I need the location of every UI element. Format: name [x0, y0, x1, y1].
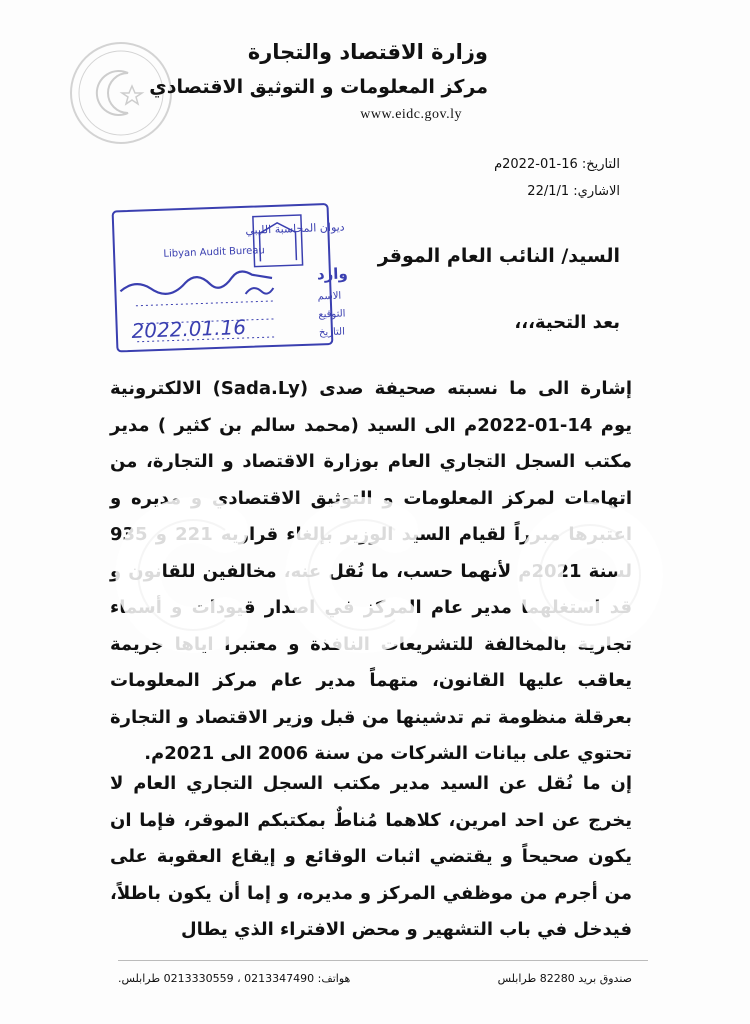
- stamp-name-label: الاسم: [317, 290, 342, 303]
- body-paragraph-1: إشارة الى ما نسبته صحيفة صدى (Sada.Ly) الالكترونية يوم 14-01-2022م الى السيد (محمد سالم بن كثير ) مدير مكتب السجل التجاري العام بوزارة الاقتصاد و التجارة، من اتهامات لمركز المعلومات و التوثيق الاقتصادي و مديره و اعتبرها مبرراً لقيام السيد الوزير بإلغاء قراريه 221 و 935 لسنة 2021م لأنهما حسب، ما نُقل عنه، مخالفين للقانون و قد استغلهما مدير عام المركز في اصدار قيودات و أسماء تجارية بالمخالفة للتشريعات النافذة و معتبرا اياها جريمة يعاقب عليها القانون، متهماً مدير عام مركز المعلومات بعرقلة منظومة تم تدشينها من قبل وزير الاقتصاد و التجارة تحتوي على بيانات الشركات من سنة 2006 الى 2021م.: [110, 378, 633, 764]
- ministry-name: وزارة الاقتصاد والتجارة: [247, 40, 488, 64]
- stamp-org-ar: ديوان المحاسبة الليبي: [245, 220, 345, 237]
- footer-pobox: صندوق بريد 82280 طرابلس: [497, 972, 632, 985]
- letter-date: التاريخ: 16-01-2022م: [494, 157, 620, 172]
- website-link[interactable]: www.eidc.gov.ly: [360, 107, 462, 122]
- stamp-signature-label: التوقيع: [318, 308, 346, 321]
- stamp-handwritten-date: 2022.01.16: [131, 314, 247, 343]
- body-paragraph-2: إن ما نُقل عن السيد مدير مكتب السجل التجاري العام لا يخرج عن احد امرين، كلاهما مُناطٌ بمكتبكم الموقر، فإما ان يكون صحيحاً و يقتضي اثبات الوقائع و إيقاع العقوبة على من أجرم من موظفي المركز و مديره، و إما أن يكون باطلاً، فيدخل في باب التشهير و محض الافتراء الذي يطال: [110, 773, 632, 940]
- incoming-stamp: [95, 203, 349, 353]
- stamp-incoming: وارد: [316, 264, 349, 284]
- footer-phones: هواتف: 0213347490 ، 0213330559 طرابلس.: [118, 972, 351, 985]
- letter-reference: الاشاري: 22/1/1: [527, 184, 620, 199]
- addressee: السيد/ النائب العام الموقر: [377, 245, 620, 267]
- stamp-date-label: التاريخ: [318, 326, 346, 339]
- watermark-logo: [0, 470, 750, 670]
- footer-divider: [118, 960, 648, 961]
- greeting: بعد التحية،،،: [514, 312, 620, 333]
- center-name: مركز المعلومات و التوثيق الاقتصادي: [149, 76, 488, 98]
- stamp-org-en: Libyan Audit Bureau: [163, 245, 265, 260]
